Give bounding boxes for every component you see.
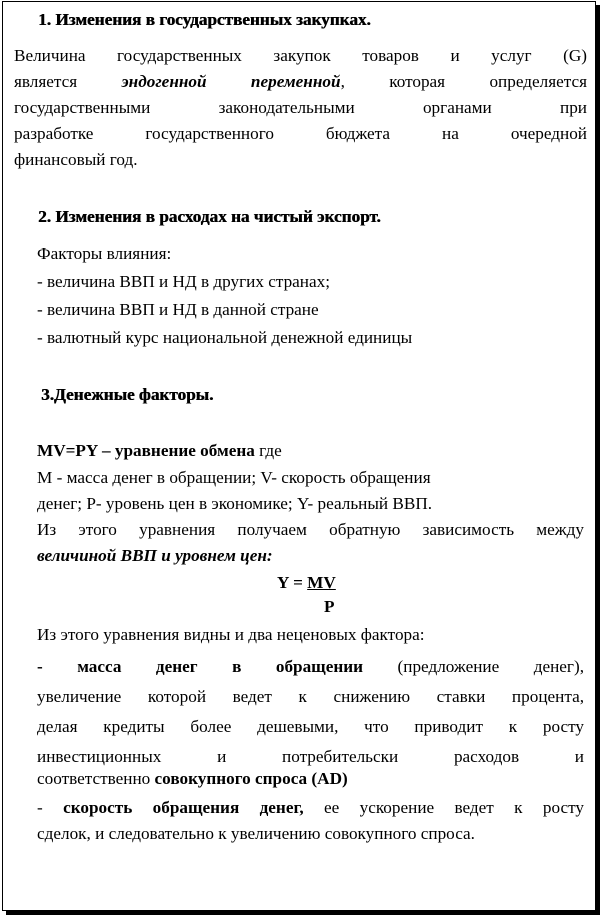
- formula-denominator: P: [324, 597, 335, 616]
- inverse-dependence-line2: величиной ВВП и уровнем цен:: [37, 546, 273, 565]
- section1-paragraph-line2: является эндогенной переменной, которая определяется: [14, 72, 587, 91]
- money-mass-line3: делая кредиты более дешевыми, что приводит к росту: [37, 717, 584, 736]
- section2-heading: 2. Изменения в расходах на чистый экспорт.: [38, 207, 381, 226]
- money-mass-line1: - масса денег в обращении (предложение денег),: [37, 657, 584, 676]
- formula-numerator: Y = MV: [277, 573, 336, 592]
- section1-paragraph-line3: государственными законодательными органами при: [14, 98, 587, 117]
- definitions-line1: M - масса денег в обращении; V- скорость обращения: [37, 468, 431, 487]
- factor-item: - величина ВВП и НД в данной стране: [37, 300, 319, 319]
- money-mass-line5: соответственно совокупного спроса (AD): [37, 769, 348, 788]
- nonprice-factors-intro: Из этого уравнения видны и два неценовых фактора:: [37, 625, 425, 644]
- factor-item: - валютный курс национальной денежной единицы: [37, 328, 413, 347]
- section3-heading: 3.Денежные факторы.: [41, 385, 214, 404]
- section1-paragraph-line4: разработке государственного бюджета на очередной: [14, 124, 587, 143]
- exchange-equation: MV=PY – уравнение обмена где: [37, 441, 282, 460]
- section1-paragraph-line5: финансовый год.: [14, 150, 138, 169]
- factor-item: - величина ВВП и НД в других странах;: [37, 272, 330, 291]
- money-mass-line2: увеличение которой ведет к снижению ставки процента,: [37, 687, 584, 706]
- inverse-dependence-line1: Из этого уравнения получаем обратную зависимость между: [37, 520, 584, 539]
- definitions-line2: денег; P- уровень цен в экономике; Y- реальный ВВП.: [37, 494, 433, 513]
- factors-title: Факторы влияния:: [37, 244, 172, 263]
- emphasis-endogenous: эндогенной переменной: [121, 72, 341, 91]
- section1-heading: 1. Изменения в государственных закупках.: [38, 10, 371, 29]
- velocity-line1: - скорость обращения денег, ее ускорение ведет к росту: [37, 798, 584, 817]
- money-mass-line4: инвестиционных и потребительски расходов и: [37, 747, 584, 766]
- section1-paragraph-line1: Величина государственных закупок товаров и услуг (G): [14, 46, 587, 65]
- velocity-line2: сделок, и следовательно к увеличению совокупного спроса.: [37, 824, 475, 843]
